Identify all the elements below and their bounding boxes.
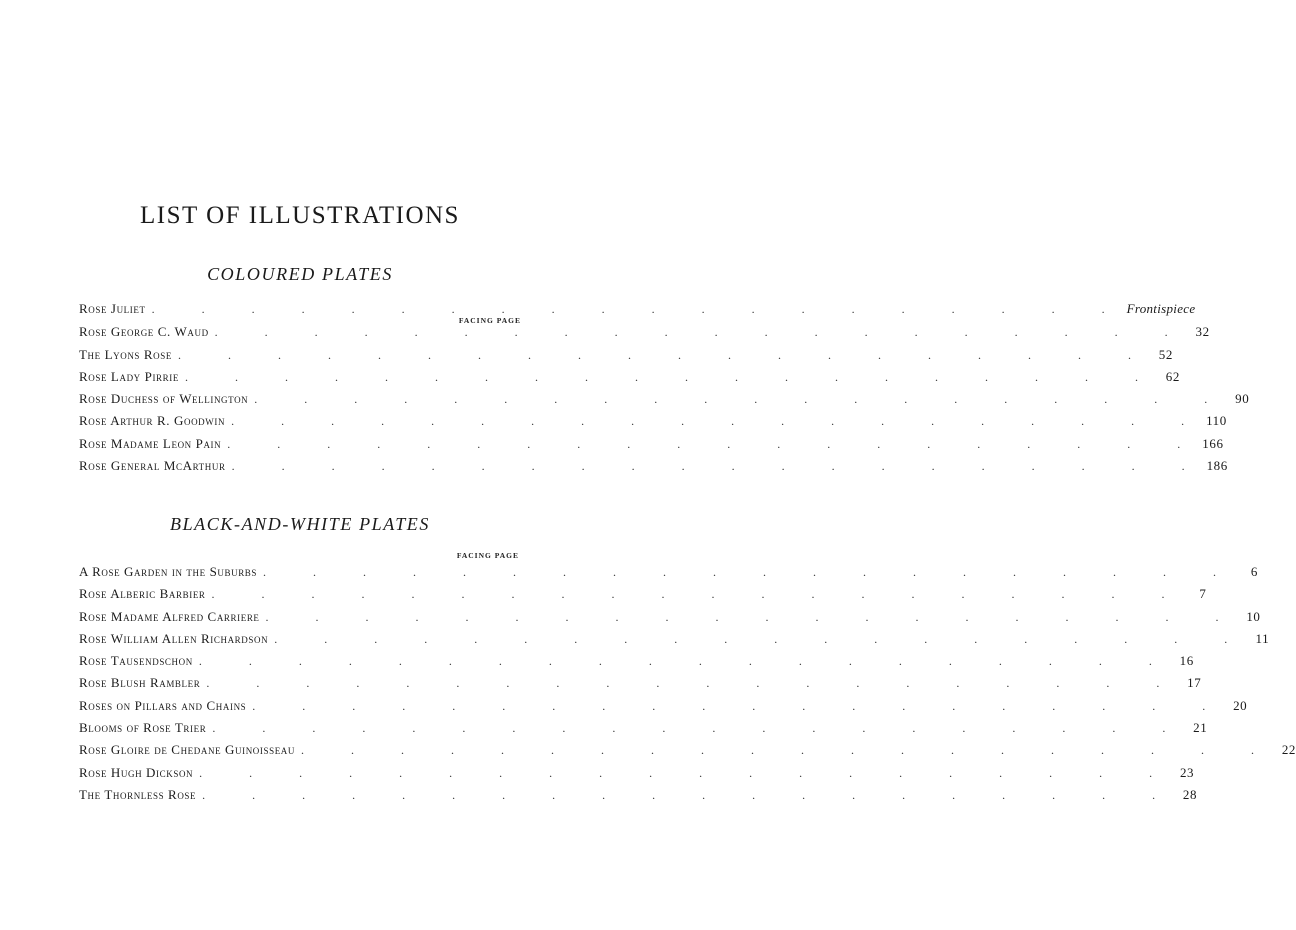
plate-title: Rose Tausendschon <box>79 653 193 669</box>
list-item <box>79 672 1202 694</box>
leader-dots: . . . . . . . . . . . . . . . . . . . . <box>231 459 1207 474</box>
plate-title: Rose Juliet <box>79 301 146 316</box>
plate-title: A Rose Garden in the Suburbs <box>79 564 258 579</box>
plate-page: 28 <box>1182 786 1198 802</box>
plate-page: 16 <box>1179 653 1194 669</box>
list-item <box>79 321 1210 343</box>
coloured-plates-list <box>79 298 1250 477</box>
plate-title: Rose Blush Rambler <box>79 675 201 691</box>
leader-dots: . . . . . . . . . . . . . . . . . . . . <box>301 743 1277 758</box>
plate-page: 90 <box>1235 391 1250 407</box>
plate-page: 10 <box>1246 608 1261 624</box>
plate-page: 23 <box>1179 764 1195 780</box>
plate-title: Rose Duchess of Wellington <box>79 391 249 407</box>
plate-page: 7 <box>1199 586 1207 602</box>
list-item <box>79 784 1198 806</box>
leader-dots: . . . . . . . . . . . . . . . . . . . . <box>252 698 1228 713</box>
list-item <box>79 410 1227 432</box>
leader-dots: . . . . . . . . . . . . . . . . . . . . <box>254 392 1230 407</box>
leader-dots: . . . . . . . . . . . . . . . . . . . . <box>265 609 1241 624</box>
plate-page: 32 <box>1195 324 1210 340</box>
leader-dots: . . . . . . . . . . . . . . . . . . . . <box>199 765 1175 780</box>
list-item <box>79 583 1207 605</box>
plate-page: 17 <box>1187 675 1202 691</box>
leader-dots: . . . . . . . . . . . . . . . . . . . . <box>177 347 1153 362</box>
plate-title: Rose George C. Waud <box>79 324 209 340</box>
list-item <box>79 739 1296 761</box>
plate-page: 110 <box>1206 413 1227 429</box>
leader-dots: . . . . . . . . . . . . . . . . . . . . <box>211 587 1187 602</box>
list-item <box>79 388 1250 410</box>
plate-title: The Thornless Rose <box>79 786 197 802</box>
leader-dots: . . . . . . . . . . . . . . . . . . . . <box>274 631 1250 646</box>
plate-title: Roses on Pillars and Chains <box>79 697 247 713</box>
plate-title: Rose Arthur R. Goodwin <box>79 413 226 429</box>
list-item <box>79 433 1224 455</box>
list-item <box>79 561 1259 583</box>
list-item <box>79 606 1261 628</box>
leader-dots: . . . . . . . . . . . . . . . . . . . . <box>202 787 1178 802</box>
bw-plates-heading: BLACK-AND-WHITE PLATES <box>169 514 431 534</box>
plate-title: Rose William Allen Richardson <box>79 630 269 646</box>
leader-dots: . . . . . . . . . . . . . . . . . . . . <box>214 325 1190 340</box>
plate-title: Rose Gloire de Chedane Guinoisseau <box>79 742 296 758</box>
plate-title: Rose Alberic Barbier <box>79 586 206 602</box>
list-item <box>79 650 1194 672</box>
leader-dots: . . . . . . . . . . . . . . . . . . . . <box>198 654 1174 669</box>
leader-dots: . . . . . . . . . . . . . . . . . . . . <box>184 369 1160 384</box>
list-item <box>79 366 1180 388</box>
plate-page: 166 <box>1202 435 1224 451</box>
plate-page: 52 <box>1158 346 1173 362</box>
plate-page: 21 <box>1193 720 1208 736</box>
facing-page-label: FACING PAGE <box>458 316 521 326</box>
plate-title: The Lyons Rose <box>79 346 172 362</box>
leader-dots: . . . . . . . . . . . . . . . . . . . . <box>151 302 1127 316</box>
facing-page-label: FACING PAGE <box>456 551 519 560</box>
page-title: LIST OF ILLUSTRATIONS <box>140 202 460 229</box>
list-item <box>79 695 1248 717</box>
leader-dots: . . . . . . . . . . . . . . . . . . . . <box>227 436 1203 451</box>
plate-title: Rose Hugh Dickson <box>79 764 194 780</box>
plate-title: Rose Lady Pirrie <box>79 368 179 384</box>
plate-page: 20 <box>1233 697 1248 713</box>
leader-dots: . . . . . . . . . . . . . . . . . . . . <box>231 414 1207 429</box>
list-item <box>79 455 1228 477</box>
leader-dots: . . . . . . . . . . . . . . . . . . . . <box>206 676 1182 691</box>
list-item <box>79 762 1195 784</box>
plate-title: Rose General McArthur <box>79 458 226 474</box>
plate-page: 186 <box>1206 458 1228 474</box>
list-item <box>79 628 1270 650</box>
plate-page: 62 <box>1165 368 1180 384</box>
plate-page: Frontispiece <box>1126 301 1196 316</box>
plate-page: 6 <box>1250 564 1259 579</box>
plate-page: 11 <box>1255 630 1270 646</box>
plate-page: 22 <box>1281 742 1296 758</box>
list-item <box>79 344 1173 366</box>
bw-plates-list <box>79 561 1296 806</box>
leader-dots: . . . . . . . . . . . . . . . . . . . . <box>263 565 1239 579</box>
plate-title: Rose Madame Leon Pain <box>79 435 222 451</box>
leader-dots: . . . . . . . . . . . . . . . . . . . . <box>212 721 1188 736</box>
plate-title: Rose Madame Alfred Carriere <box>79 608 260 624</box>
plate-title: Blooms of Rose Trier <box>79 720 207 736</box>
coloured-plates-heading: COLOURED PLATES <box>207 264 393 284</box>
list-item <box>79 717 1208 739</box>
